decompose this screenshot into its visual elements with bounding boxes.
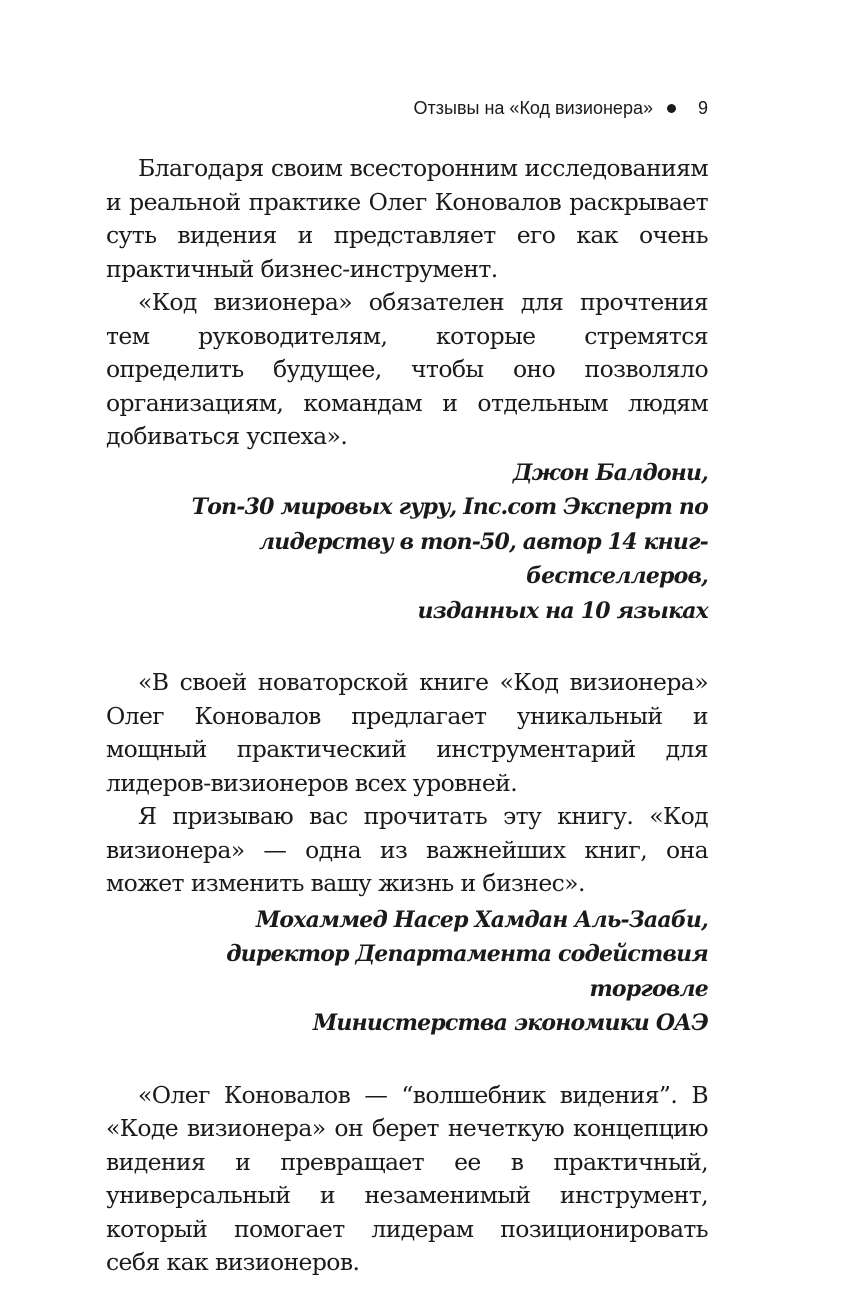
running-title: Отзывы на «Код визионера» (413, 98, 653, 118)
review-1-credential-line-1: Топ-30 мировых гуру, Inc.com Эксперт по (191, 494, 708, 520)
review-3 (106, 1079, 708, 1280)
review-1-paragraph-2: «Код визионера» обязателен для прочтения тем руководителям, которые стремятся определить будущее, чтобы оно позволяло организациям, командам и отдельным людям добиваться успеха». (106, 288, 708, 450)
page-body (106, 152, 708, 1280)
bullet-separator-icon (667, 104, 676, 113)
review-2-credential-line-2: Министерства экономики ОАЭ (312, 1010, 708, 1036)
review-2-author: Мохаммед Насер Хамдан Аль-Зааби, (255, 906, 708, 933)
review-1-credential-line-3: изданных на 10 языках (417, 597, 708, 624)
review-1-credential-line-2: лидерству в топ-50, автор 14 книг-бестселлеров, (258, 528, 708, 589)
review-1-paragraph-1: Благодаря своим всесторонним исследованиям и реальной практике Олег Коновалов раскрывает суть видения и представляет его как очень практичный бизнес-инструмент. (106, 154, 708, 283)
review-2-paragraph-1: «В своей новаторской книге «Код визионера» Олег Коновалов предлагает уникальный и мощный практический инструментарий для лидеров-визионеров всех уровней. (106, 668, 708, 797)
review-2-paragraph-2: Я призываю вас прочитать эту книгу. «Код визионера» — одна из важнейших книг, она может изменить вашу жизнь и бизнес». (106, 802, 708, 897)
block-spacer (106, 628, 708, 666)
review-3-paragraph-1: «Олег Коновалов — “волшебник видения”. В «Коде визионера» он берет нечеткую концепцию видения и превращает ее в практичный, универсальный и незаменимый инструмент, который помогает лидерам позиционировать себя как визионеров. (106, 1080, 708, 1276)
review-1-author: Джон Балдони, (512, 459, 708, 486)
page-number: 9 (697, 98, 708, 118)
review-1 (106, 152, 708, 628)
review-2-attribution (106, 903, 708, 1041)
review-1-attribution (106, 456, 708, 629)
block-spacer (106, 1041, 708, 1079)
review-2 (106, 666, 708, 1041)
review-2-credential-line-1: директор Департамента содействия торговле (226, 941, 708, 1002)
running-header (106, 96, 708, 120)
